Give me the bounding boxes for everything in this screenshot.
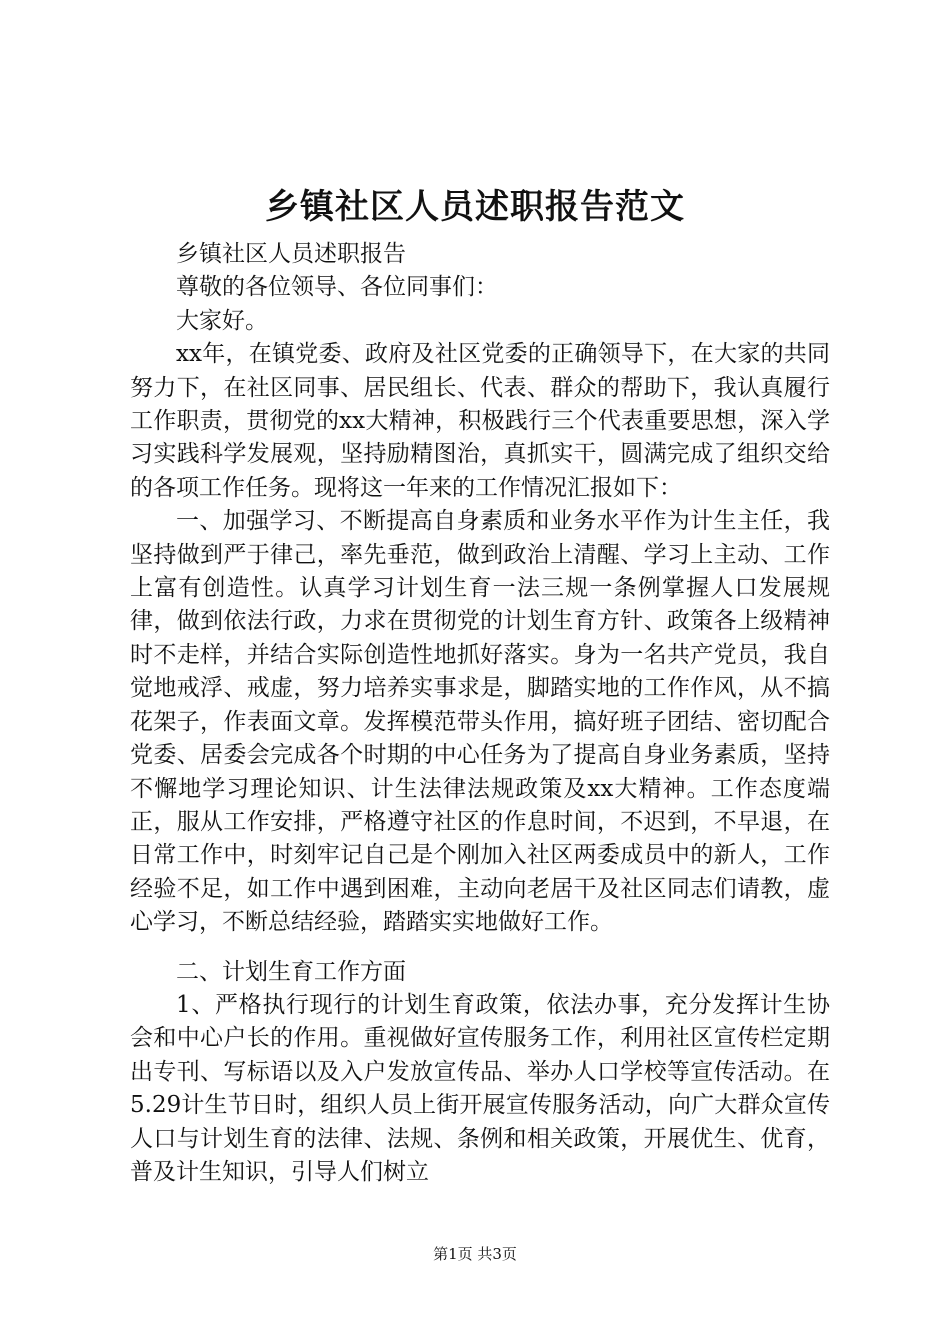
paragraph-greeting: 大家好。	[176, 307, 268, 334]
paragraph-section-two-item-one: 1、严格执行现行的计划生育政策，依法办事，充分发挥计生协会和中心户长的作用。重视做好宣传服务工作，利用社区宣传栏定期出专刊、写标语以及入户发放宣传品、举办人口学校等宣传活动。在5.29计生节日时，组织人员上街开展宣传服务活动，向广大群众宣传人口与计划生育的法律、法规、条例和相关政策，开展优生、优育，普及计生知识，引导人们树立	[130, 991, 830, 1185]
paragraph-introduction: xx年，在镇党委、政府及社区党委的正确领导下，在大家的共同努力下，在社区同事、居民组长、代表、群众的帮助下，我认真履行工作职责，贯彻党的xx大精神，积极践行三个代表重要思想，深入学习实践科学发展观，坚持励精图治，真抓实干，圆满完成了组织交给的各项工作任务。现将这一年来的工作情况汇报如下：	[130, 341, 830, 501]
page-number-footer: 第1页 共3页	[433, 1245, 517, 1263]
paragraph-section-one: 一、加强学习、不断提高自身素质和业务水平作为计生主任，我坚持做到严于律己，率先垂范，做到政治上清醒、学习上主动、工作上富有创造性。认真学习计划生育一法三规一条例掌握人口发展规律，做到依法行政，力求在贯彻党的计划生育方针、政策各上级精神时不走样，并结合实际创造性地抓好落实。身为一名共产党员，我自觉地戒浮、戒虚，努力培养实事求是，脚踏实地的工作作风，从不搞花架子，作表面文章。发挥模范带头作用，搞好班子团结、密切配合党委、居委会完成各个时期的中心任务为了提高自身业务素质，坚持不懈地学习理论知识、计生法律法规政策及xx大精神。工作态度端正，服从工作安排，严格遵守社区的作息时间，不迟到，不早退，在日常工作中，时刻牢记自己是个刚加入社区两委成员中的新人，工作经验不足，如工作中遇到困难，主动向老居干及社区同志们请教，虚心学习，不断总结经验，踏踏实实地做好工作。	[130, 508, 830, 936]
document-title: 乡镇社区人员述职报告范文	[265, 187, 685, 227]
paragraph-report-heading: 乡镇社区人员述职报告	[176, 241, 406, 267]
document-body	[130, 238, 830, 1189]
paragraph-section-two-heading: 二、计划生育工作方面	[176, 958, 406, 985]
paragraph-salutation: 尊敬的各位领导、各位同事们：	[176, 274, 498, 301]
